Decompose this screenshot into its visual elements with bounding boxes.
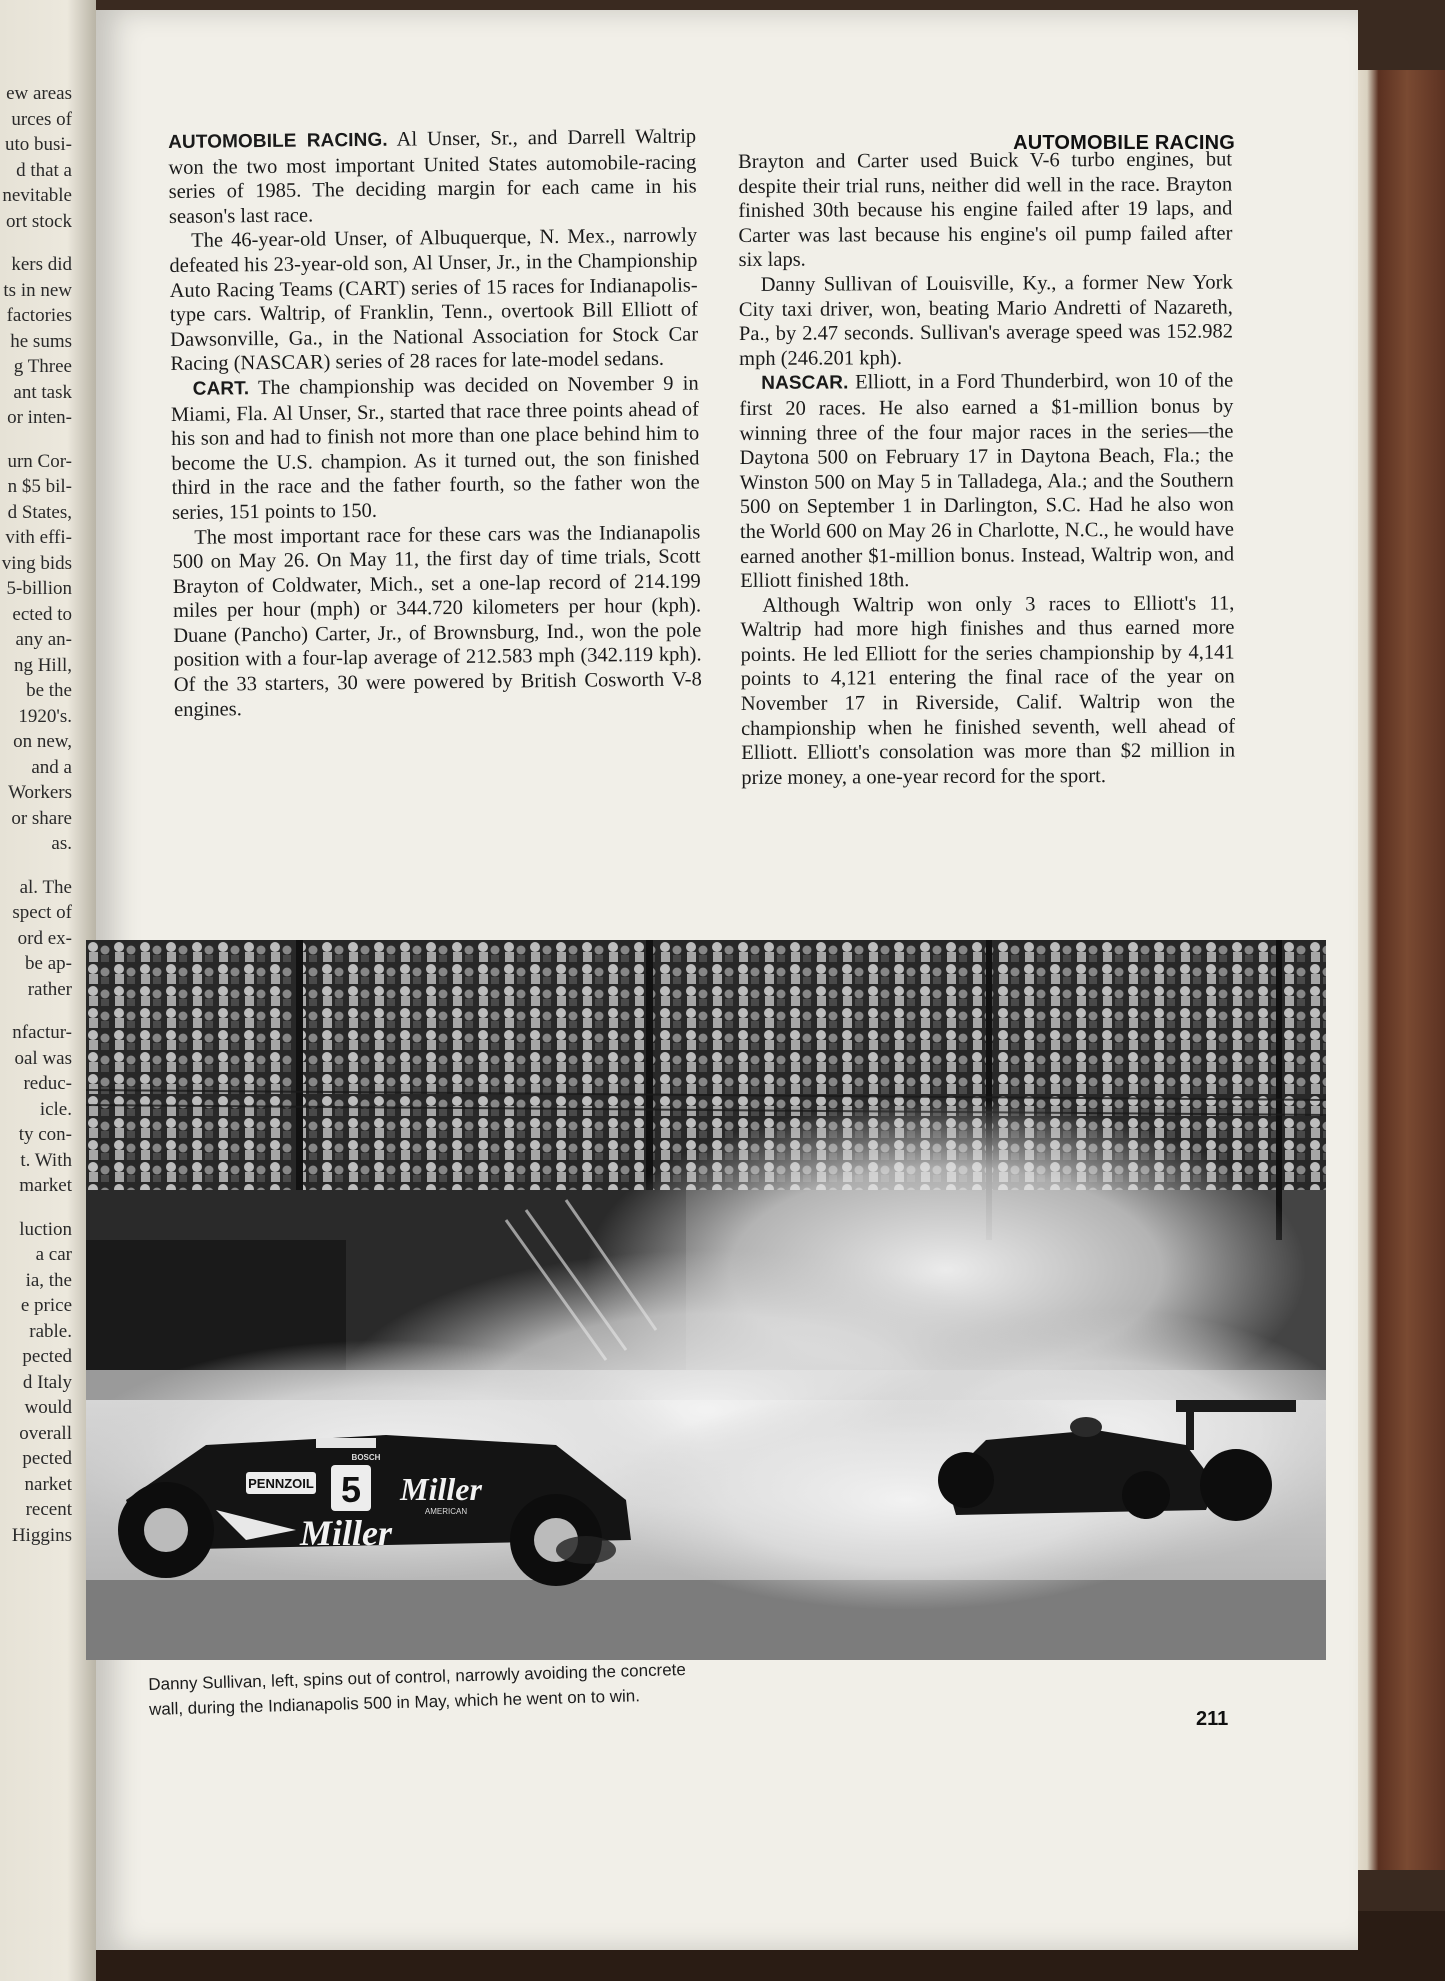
facing-page-text-fragment: vith effi- xyxy=(5,527,72,548)
car-sponsor-bosch: BOSCH xyxy=(351,1453,381,1462)
facing-page-text-fragment: al. The xyxy=(19,876,72,898)
facing-page-text-fragment: ort stock xyxy=(6,210,72,232)
paragraph xyxy=(738,147,1233,273)
facing-page-text-fragment: be ap- xyxy=(25,953,72,974)
race-photograph xyxy=(86,940,1326,1660)
facing-page-text-fragment: ty con- xyxy=(18,1124,72,1145)
facing-page-text-fragment: d that a xyxy=(16,159,72,181)
section-heading: NASCAR. xyxy=(761,372,849,395)
facing-page-text-fragment: ected to xyxy=(12,603,72,625)
facing-page-text-fragment: pected xyxy=(22,1448,72,1469)
car-number: 5 xyxy=(340,1469,362,1510)
text-column-left xyxy=(168,124,702,722)
facing-page-text-fragment: on new, xyxy=(13,731,72,752)
facing-page-text-fragment: any an- xyxy=(15,629,72,650)
facing-page-text-fragment: or inten- xyxy=(7,407,72,428)
caption-line: wall, during the Indianapolis 500 in May, which he went on to win. xyxy=(148,1686,641,1719)
paragraph xyxy=(172,520,702,722)
car-sponsor-american: AMERICAN xyxy=(424,1507,468,1516)
paragraph xyxy=(168,124,697,229)
facing-page-text-fragment: e price xyxy=(20,1295,72,1316)
facing-page-text-fragment: urn Cor- xyxy=(7,450,72,472)
car-sponsor-miller-side: Miller xyxy=(299,1513,393,1553)
facing-page-text-fragment: nfactur- xyxy=(12,1022,72,1043)
car-sponsor-miller-top: Miller xyxy=(400,1471,482,1507)
section-heading: CART. xyxy=(192,378,250,400)
paragraph-text: Brayton and Carter used Buick V-6 turbo engines, but despite their trial runs, neither did well in the race. Brayton finished 30th because his engine failed after 19 laps, and Carter was last because his engine's oil pump failed after six laps. xyxy=(738,148,1233,272)
paragraph-text: The 46-year-old Unser, of Albuquerque, N. Mex., narrowly defeated his 23-year-old son, Al Unser, Jr., in the Championship Auto Racing Teams (CART) series of 15 races for Indianapolis-type cars. Waltrip, of Franklin, Tenn., overtook Bill Elliott of Dawsonville, Ga., in the National Association for Stock Car Racing (NASCAR) series of 28 races for late-model sedans. xyxy=(169,224,699,376)
race-photo-illustration xyxy=(86,940,1326,1660)
paragraph xyxy=(171,371,701,525)
book-binding-edge xyxy=(1350,70,1445,1870)
facing-page-text-fragment: spect of xyxy=(12,902,72,923)
car-sponsor-pennzoil: PENNZOIL xyxy=(248,1476,314,1491)
facing-page-text-fragment: overall xyxy=(19,1422,72,1444)
facing-page-text-fragment: he sums xyxy=(10,330,72,352)
facing-page-text-fragment: uto busi- xyxy=(4,134,72,155)
facing-page-text-fragment: and a xyxy=(31,756,72,778)
facing-page-text-fragment: kers did xyxy=(11,254,72,275)
facing-page-text-fragment: narket xyxy=(24,1473,72,1495)
paragraph-text: The championship was decided on November 9 in Miami, Fla. Al Unser, Sr., started that race three points ahead of his son and had to finish not more than one place behind him to become the U.S. champion. As it turned out, the son finished third in the race and the father fourth, so the father won the series, 151 points to 150. xyxy=(170,372,700,524)
section-heading: AUTOMOBILE RACING. xyxy=(168,129,388,153)
paragraph-text: Elliott, in a Ford Thunderbird, won 10 of the first 20 races. He also earned a $1-million bonus by winning three of the four major races in the series—the Daytona 500 on February 17 in Daytona Beach, Fla.; the Winston 500 on May 5 in Talladega, Ala.; and the Southern 500 on September 1 in Darlington, S.C. Had he also won the World 600 on May 26 in Charlotte, N.C., he would have earned another $1-million bonus. Instead, Waltrip won, and Elliott finished 18th. xyxy=(739,369,1235,593)
paragraph-text: Al Unser, Sr., and Darrell Waltrip won the two most important United States automobile-racing series of 1985. The deciding margin for each came in his season's last race. xyxy=(168,125,697,228)
paragraph xyxy=(740,591,1235,790)
facing-page-text-fragment: ia, the xyxy=(25,1269,72,1291)
facing-page-text-fragment: factories xyxy=(6,305,72,326)
facing-page-text-fragment: oal was xyxy=(14,1047,72,1069)
facing-page-text-fragment: as. xyxy=(51,833,72,854)
facing-page-text-fragment: t. With xyxy=(20,1149,72,1171)
text-column-right xyxy=(738,147,1235,790)
facing-page-text-fragment: ts in new xyxy=(3,279,72,301)
facing-page-text-fragment: urces of xyxy=(11,108,72,130)
paragraph-text: The most important race for these cars was the Indianapolis 500 on May 26. On May 11, the first day of time trials, Scott Brayton of Coldwater, Mich., set a one-lap record of 214.199 miles per hour (mph) or 344.720 kilometers per hour (kph). Duane (Pancho) Carter, Jr., of Brownsburg, Ind., won the pole position with a four-lap average of 212.583 mph (342.119 kph). Of the 33 starters, 30 were powered by British Cosworth V-8 engines. xyxy=(172,520,702,721)
facing-page-text-fragment: Higgins xyxy=(11,1524,72,1546)
facing-page-text-fragment: ant task xyxy=(13,381,72,403)
facing-page-text-fragment: icle. xyxy=(39,1098,72,1120)
paragraph xyxy=(169,224,699,377)
facing-page-text-fragment: d States, xyxy=(7,501,72,523)
paragraph-text: Although Waltrip won only 3 races to Elliott's 11, Waltrip had more high finishes and thus earned more points. He led Elliott for the series championship by 4,141 points to 4,121 entering the final race of the year on November 17 in Riverside, Calif. Waltrip won the championship when he finished seventh, well ahead of Elliott. Elliott's consolation was more than $2 million in prize money, a one-year record for the sport. xyxy=(740,592,1236,789)
facing-page-text-fragment: ng Hill, xyxy=(13,654,72,676)
paragraph xyxy=(739,369,1234,594)
facing-page-text-fragment: rather xyxy=(27,978,72,1000)
facing-page-text-fragment: market xyxy=(19,1175,72,1196)
facing-page-text-fragment: g Three xyxy=(13,356,72,377)
facing-page-text-fragment: n $5 bil- xyxy=(7,476,72,497)
facing-page-text-fragment: pected xyxy=(22,1346,72,1367)
caption-line: Danny Sullivan, left, spins out of control, narrowly avoiding the concrete xyxy=(148,1659,687,1694)
facing-page-text-fragment: nevitable xyxy=(2,185,72,206)
running-head: AUTOMOBILE RACING xyxy=(1013,132,1235,154)
facing-page-text-fragment: ving bids xyxy=(1,552,72,574)
facing-page-text-fragment: d Italy xyxy=(22,1371,72,1393)
facing-page-text-fragment: be the xyxy=(26,680,72,701)
facing-page-text-fragment: 5-billion xyxy=(6,578,72,599)
facing-page-text-fragment: luction xyxy=(19,1218,72,1240)
facing-page-text-fragment: a car xyxy=(35,1244,72,1265)
facing-page-text-fragment: 1920's. xyxy=(18,705,72,727)
facing-page-text-fragment: ord ex- xyxy=(17,927,72,949)
facing-page-text-fragment: reduc- xyxy=(23,1073,72,1094)
page-number: 211 xyxy=(1196,1708,1229,1730)
paragraph xyxy=(739,270,1234,371)
facing-page-text-fragment: rable. xyxy=(29,1320,72,1342)
facing-page-text-fragment: would xyxy=(24,1397,72,1418)
paragraph-text: Danny Sullivan of Louisville, Ky., a former New York City taxi driver, won, beating Mario Andretti of Nazareth, Pa., by 2.47 seconds. Sullivan's average speed was 152.982 mph (246.201 kph). xyxy=(738,271,1234,370)
facing-page-edge xyxy=(0,0,96,1981)
facing-page-text-fragment: Workers xyxy=(8,782,72,803)
facing-page-text-fragment: recent xyxy=(25,1499,72,1520)
facing-page-text-fragment: or share xyxy=(11,807,72,829)
facing-page-text-fragment: ew areas xyxy=(6,83,72,104)
